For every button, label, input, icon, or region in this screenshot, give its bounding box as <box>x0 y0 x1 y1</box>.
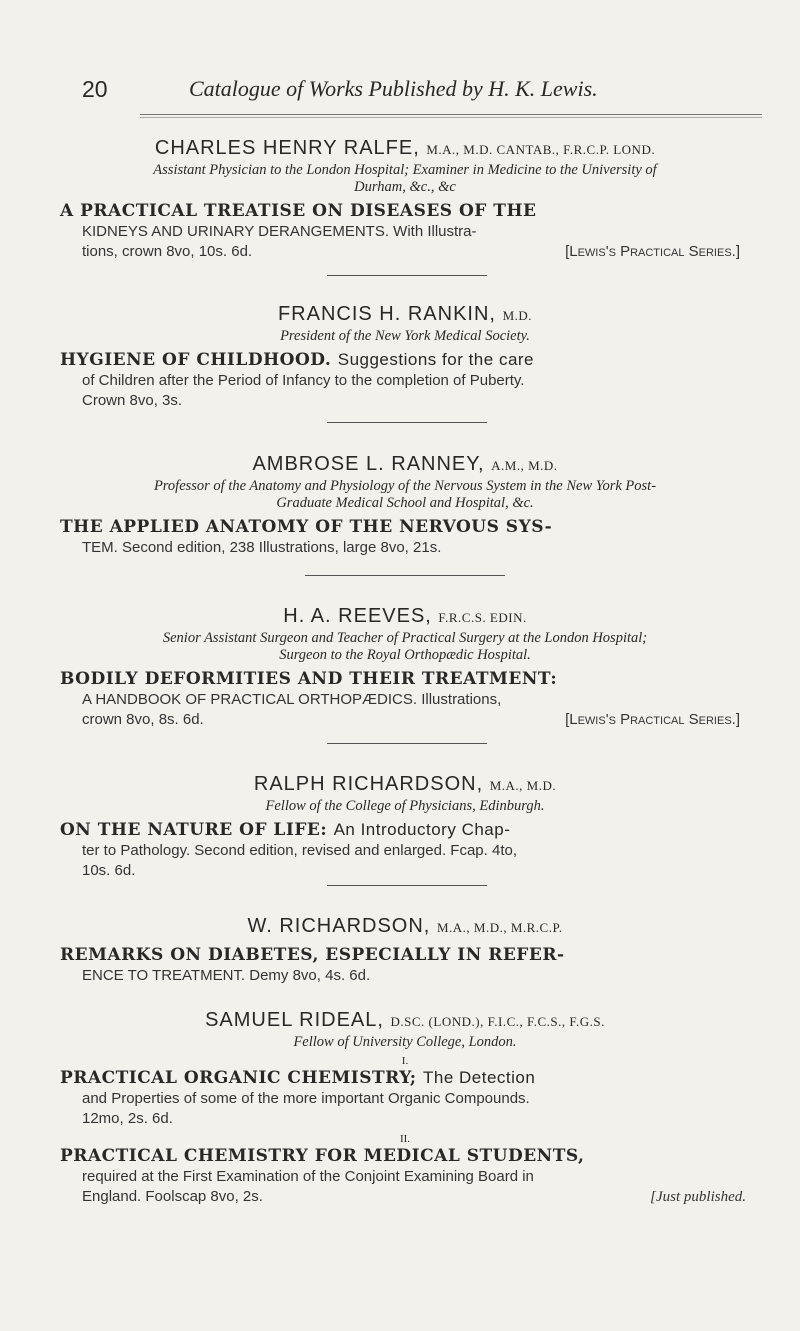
book-price: 10s. 6d. <box>82 862 136 879</box>
author-line <box>60 302 750 328</box>
author-line <box>60 1008 750 1034</box>
book-title: REMARKS ON DIABETES, ESPECIALLY IN REFER- <box>60 945 565 965</box>
book-description: ENCE TO TREATMENT. Demy 8vo, 4s. 6d. <box>82 967 371 984</box>
section-divider <box>327 885 487 886</box>
book-subtitle: An Introductory Chap- <box>333 820 511 839</box>
book-title-line <box>60 819 750 841</box>
section-divider <box>327 743 487 744</box>
author-line <box>60 914 750 940</box>
author-name: RALPH RICHARDSON, <box>253 773 484 795</box>
series-note: [Lewis's Practical Series.] <box>565 243 740 260</box>
author-affiliation: Senior Assistant Surgeon and Teacher of Practical Surgery at the London Hospital; <box>162 630 648 646</box>
book-title: PRACTICAL CHEMISTRY FOR MEDICAL STUDENTS, <box>60 1146 585 1166</box>
author-degrees: D.SC. (LOND.), F.I.C., F.C.S., F.G.S. <box>390 1014 605 1029</box>
book-price-text: England. Foolscap 8vo, 2s. <box>82 1188 263 1205</box>
book-title-line <box>60 1067 750 1089</box>
author-degrees: M.A., M.D. <box>489 778 557 793</box>
book-price-text: tions, crown 8vo, 10s. 6d. <box>82 243 253 260</box>
book-title: THE APPLIED ANATOMY OF THE NERVOUS SYS- <box>60 517 553 537</box>
catalogue-entry <box>60 136 750 262</box>
author-name: SAMUEL RIDEAL, <box>205 1009 384 1031</box>
book-title-line <box>60 349 750 371</box>
book-description: ter to Pathology. Second edition, revised and enlarged. Fcap. 4to, <box>82 842 517 859</box>
book-price-text: crown 8vo, 8s. 6d. <box>82 711 204 728</box>
book-price <box>60 1187 750 1207</box>
author-degrees: M.D. <box>502 308 533 323</box>
page-number: 20 <box>82 76 108 102</box>
book-price: Crown 8vo, 3s. <box>82 392 183 409</box>
author-degrees: M.A., M.D. CANTAB., F.R.C.P. LOND. <box>426 142 656 157</box>
book-title: HYGIENE OF CHILDHOOD. <box>60 350 332 370</box>
book-subtitle: Suggestions for the care <box>337 350 535 369</box>
book-description: KIDNEYS AND URINARY DERANGEMENTS. With Illustra- <box>82 223 477 240</box>
author-affiliation: Fellow of the College of Physicians, Edinburgh. <box>265 798 545 814</box>
catalogue-entry <box>60 772 750 881</box>
book-title: BODILY DEFORMITIES AND THEIR TREATMENT: <box>60 669 558 689</box>
author-affiliation: Fellow of University College, London. <box>293 1034 517 1050</box>
catalogue-entry <box>60 452 750 558</box>
book-title: A PRACTICAL TREATISE ON DISEASES OF THE <box>60 201 537 221</box>
section-divider <box>305 575 505 576</box>
author-name: AMBROSE L. RANNEY, <box>252 453 485 475</box>
page-header <box>82 76 762 106</box>
book-description: TEM. Second edition, 238 Illustrations, large 8vo, 21s. <box>82 539 442 556</box>
author-line <box>60 452 750 478</box>
author-name: W. RICHARDSON, <box>247 915 431 937</box>
book-subtitle: The Detection <box>423 1068 536 1087</box>
header-rule <box>140 114 762 115</box>
series-note: [Lewis's Practical Series.] <box>565 711 740 728</box>
book-price <box>60 242 750 262</box>
catalogue-entry <box>60 914 750 986</box>
book-price: 12mo, 2s. 6d. <box>82 1110 173 1127</box>
author-degrees: A.M., M.D. <box>491 458 558 473</box>
book-description: and Properties of some of the more important Organic Compounds. <box>82 1090 530 1107</box>
author-name: H. A. REEVES, <box>283 605 432 627</box>
work-number: I. <box>401 1055 409 1067</box>
section-divider <box>327 422 487 423</box>
book-price <box>60 710 750 730</box>
author-degrees: F.R.C.S. EDIN. <box>438 610 527 625</box>
author-line <box>60 136 750 162</box>
book-description: required at the First Examination of the Conjoint Examining Board in <box>82 1168 534 1185</box>
author-affiliation: President of the New York Medical Society. <box>280 328 530 344</box>
author-affiliation-cont: Surgeon to the Royal Orthopædic Hospital. <box>279 647 531 663</box>
catalogue-entry <box>60 604 750 730</box>
running-title: Catalogue of Works Published by H. K. Lewis. <box>189 76 598 101</box>
author-name: CHARLES HENRY RALFE, <box>154 137 420 159</box>
book-title: ON THE NATURE OF LIFE: <box>60 820 328 840</box>
author-affiliation-cont: Durham, &c., &c <box>354 179 456 195</box>
catalogue-entry <box>60 1008 750 1207</box>
work-number: II. <box>399 1133 411 1145</box>
catalogue-entry <box>60 302 750 411</box>
author-degrees: M.A., M.D., M.R.C.P. <box>436 920 563 935</box>
book-description: of Children after the Period of Infancy to the completion of Puberty. <box>82 372 525 389</box>
author-affiliation-cont: Graduate Medical School and Hospital, &c. <box>276 495 534 511</box>
author-affiliation: Assistant Physician to the London Hospital; Examiner in Medicine to the University of <box>153 162 657 178</box>
publication-note: [Just published. <box>650 1189 746 1205</box>
book-description: A HANDBOOK OF PRACTICAL ORTHOPÆDICS. Illustrations, <box>82 691 502 708</box>
author-affiliation: Professor of the Anatomy and Physiology of the Nervous System in the New York Post- <box>153 478 657 494</box>
author-name: FRANCIS H. RANKIN, <box>277 303 496 325</box>
section-divider <box>327 275 487 276</box>
author-line <box>60 772 750 798</box>
header-rule-secondary <box>140 117 762 118</box>
author-line <box>60 604 750 630</box>
book-title: PRACTICAL ORGANIC CHEMISTRY; <box>60 1068 417 1088</box>
